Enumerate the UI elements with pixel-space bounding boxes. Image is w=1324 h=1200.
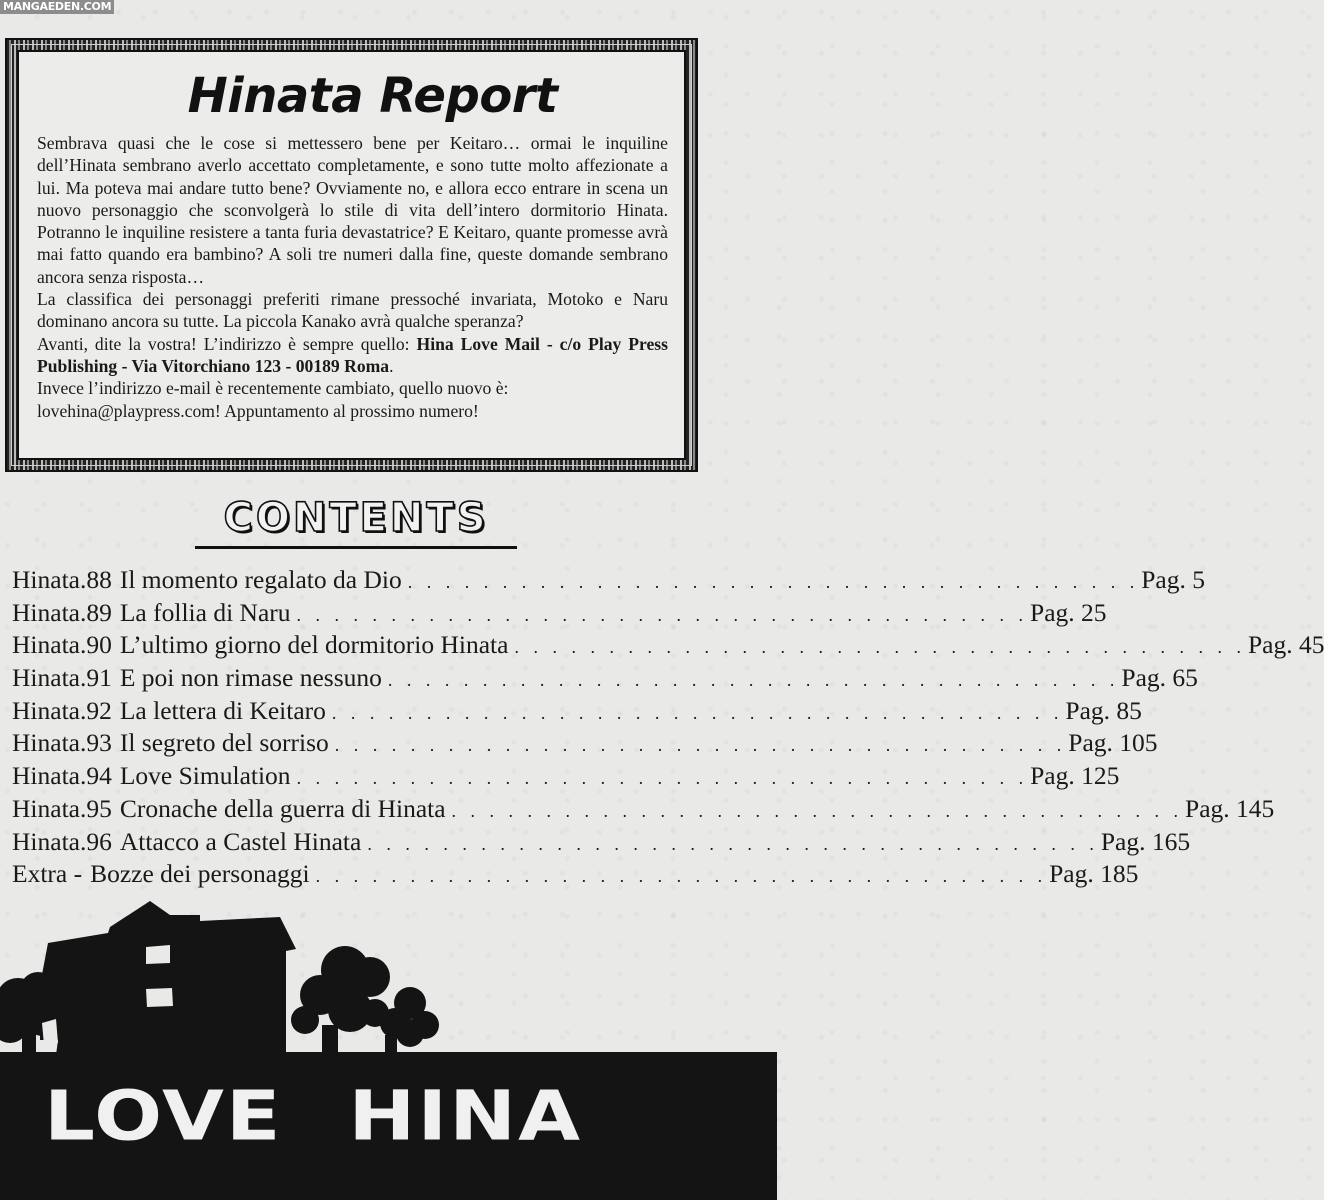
report-paragraph: Sembrava quasi che le cose si mettessero bene per Keitaro… ormai le inquiline dell’Hinata sembrano averlo accettato completamente, e sono tutte molto affezionate a lui. Ma poteva mai andare tutto bene? Ovviamente no, e allora ecco entrare in scena un nuovo personaggio che sconvolgerà lo stile di vita dell’intero dormitorio Hinata. Potranno le inquiline resistere a tanta furia devastatrice? E Keitaro, quante promesse avrà mai fatto quando era bambino? A soli tre numeri dalla fine, queste domande sembrano ancora senza risposta… xyxy=(37,133,668,287)
toc-chapter-title: La lettera di Keitaro xyxy=(119,695,326,725)
toc-page-number: Pag. 105 xyxy=(1068,728,1158,758)
toc-page-number: Pag. 25 xyxy=(1030,597,1107,627)
toc-page-number: Pag. 125 xyxy=(1030,761,1120,791)
toc-dot-leader: . . . . . . . . . . . . . . . . . . . . . . . . . . . . . . . . . . . . . . . xyxy=(296,768,1029,789)
tree-silhouette-middle xyxy=(291,946,390,1055)
toc-dot-leader: . . . . . . . . . . . . . . . . . . . . . . . . . . . . . . . . . . . . . . . xyxy=(451,800,1184,821)
address-end: . xyxy=(389,355,394,376)
series-logo-text: LOVE HINA xyxy=(44,1075,582,1156)
toc-page-number: Pag. 185 xyxy=(1049,859,1139,889)
toc-chapter-title: Love Simulation xyxy=(119,761,291,791)
toc-dot-leader: . . . . . . . . . . . . . . . . . . . . . . . . . . . . . . . . . . . . . . . xyxy=(514,637,1246,658)
hinata-report-content xyxy=(17,50,686,460)
toc-page-number: Pag. 145 xyxy=(1185,793,1275,823)
report-paragraph: La classifica dei personaggi preferiti rimane pressoché invariata, Motoko e Naru dominano ancora su tutte. La piccola Kanako avrà qualche speranza? xyxy=(37,289,668,332)
tree-silhouette-right xyxy=(380,987,439,1055)
toc-chapter-title: L’ultimo giorno del dormitorio Hinata xyxy=(119,630,509,660)
toc-entry xyxy=(12,793,1275,826)
mail-address: Hina Love Mail - c/o Play Press Publishing - Via Vitorchiano 123 - 00189 Roma xyxy=(37,333,669,376)
toc-page-number: Pag. 165 xyxy=(1100,826,1191,856)
watermark: MANGAEDEN.COM xyxy=(0,0,114,14)
toc-chapter-title: Il segreto del sorriso xyxy=(119,728,329,758)
toc-entry xyxy=(12,760,1120,793)
contents-underline xyxy=(195,546,517,549)
toc-chapter-title: Bozze dei personaggi xyxy=(90,859,310,889)
toc-page-number: Pag. 85 xyxy=(1065,695,1142,725)
toc-chapter-number: Hinata.93 xyxy=(12,728,112,758)
toc-dot-leader: . . . . . . . . . . . . . . . . . . . . . . . . . . . . . . . . . . . . . . . xyxy=(331,702,1064,723)
toc-dot-leader: . . . . . . . . . . . . . . . . . . . . . . . . . . . . . . . . . . . . . . . xyxy=(387,670,1120,691)
toc-dot-leader: . . . . . . . . . . . . . . . . . . . . . . . . . . . . . . . . . . . . . . . xyxy=(315,866,1048,887)
toc-chapter-title: Cronache della guerra di Hinata xyxy=(119,793,446,823)
report-body xyxy=(37,132,668,422)
toc-chapter-number: Hinata.91 xyxy=(12,663,112,693)
toc-entry xyxy=(12,597,1107,630)
contents-heading: CONTENTS xyxy=(223,495,489,541)
toc-dot-leader: . . . . . . . . . . . . . . . . . . . . . . . . . . . . . . . . . . . . . . . xyxy=(334,735,1067,756)
toc-dot-leader: . . . . . . . . . . . . . . . . . . . . . . . . . . . . . . . . . . . . . . . xyxy=(296,604,1029,625)
toc-page-number: Pag. 45 xyxy=(1247,630,1324,660)
toc-page-number: Pag. 65 xyxy=(1121,663,1198,693)
report-title: Hinata Report xyxy=(187,68,558,124)
report-paragraph-address xyxy=(37,333,668,378)
toc-chapter-number: Hinata.89 xyxy=(12,597,112,627)
address-intro: Avanti, dite la vostra! L’indirizzo è sempre quello: xyxy=(37,333,417,354)
toc-chapter-number: Hinata.96 xyxy=(12,826,112,856)
toc-chapter-title: Attacco a Castel Hinata xyxy=(119,826,362,856)
dormitory-silhouette-illustration xyxy=(0,895,777,1055)
toc-chapter-title: E poi non rimase nessuno xyxy=(119,663,382,693)
table-of-contents xyxy=(12,564,1324,891)
toc-entry xyxy=(12,564,1205,597)
toc-dot-leader: . . . . . . . . . . . . . . . . . . . . . . . . . . . . . . . . . . . . . . . xyxy=(407,572,1140,592)
toc-chapter-number: Hinata.90 xyxy=(12,630,112,660)
toc-entry xyxy=(12,858,1139,891)
house-silhouette xyxy=(40,901,296,1055)
toc-dot-leader: . . . . . . . . . . . . . . . . . . . . . . . . . . . . . . . . . . . . . . . xyxy=(367,833,1099,854)
toc-entry xyxy=(12,826,1191,859)
toc-entry xyxy=(12,727,1158,760)
hinata-report-box xyxy=(5,38,698,472)
toc-chapter-title: La follia di Naru xyxy=(119,597,291,627)
report-paragraph-email: lovehina@playpress.com! Appuntamento al prossimo numero! xyxy=(37,400,479,421)
toc-chapter-number: Hinata.88 xyxy=(12,565,112,594)
toc-entry xyxy=(12,695,1142,728)
report-paragraph: Invece l’indirizzo e-mail è recentemente cambiato, quello nuovo è: xyxy=(37,378,509,399)
toc-chapter-number: Hinata.92 xyxy=(12,695,112,725)
toc-chapter-number: Extra - xyxy=(12,859,83,889)
toc-entry xyxy=(12,629,1324,662)
toc-chapter-number: Hinata.95 xyxy=(12,793,112,823)
toc-chapter-number: Hinata.94 xyxy=(12,761,112,791)
toc-page-number: Pag. 5 xyxy=(1141,565,1205,594)
toc-entry xyxy=(12,662,1198,695)
toc-chapter-title: Il momento regalato da Dio xyxy=(119,565,402,594)
